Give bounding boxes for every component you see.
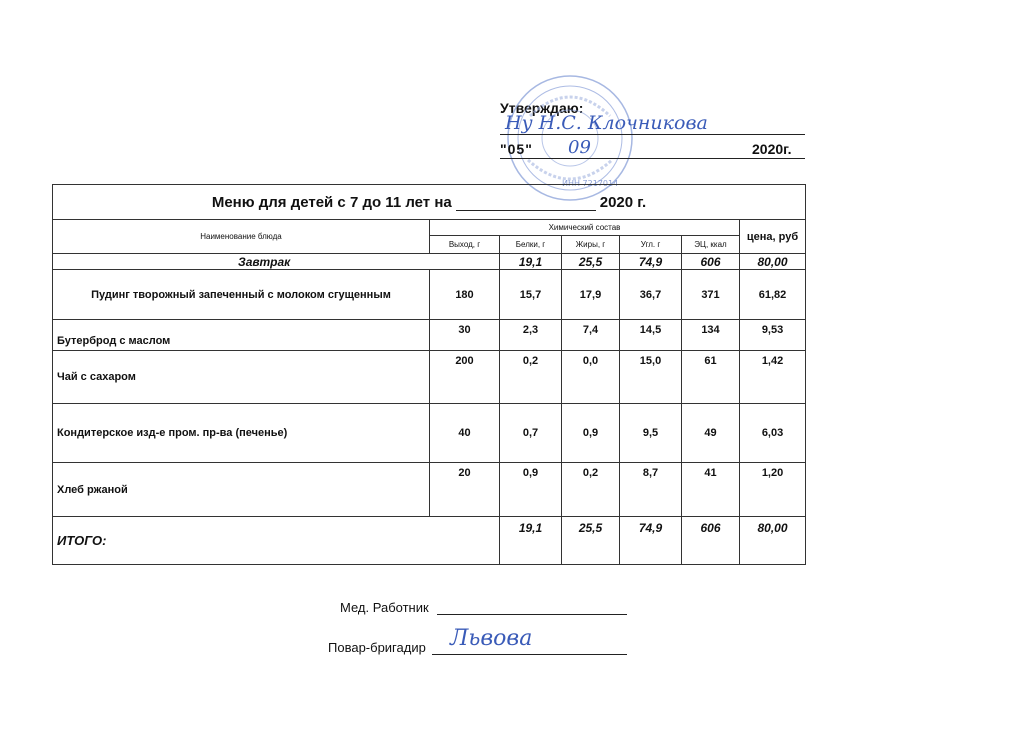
dish-fat: 0,2 [562,463,620,517]
dish-fat: 0,0 [562,351,620,404]
dish-price: 6,03 [740,404,806,463]
title-prefix: Меню для детей с 7 до 11 лет на [211,193,452,211]
dish-energy: 371 [682,270,740,320]
dish-yield: 20 [430,463,500,517]
dish-name: Хлеб ржаной [53,463,430,517]
table-row [53,404,806,463]
total-label: ИТОГО: [53,517,500,565]
total-price: 80,00 [740,517,806,565]
dish-name: Пудинг творожный запеченный с молоком сгущенным [53,270,430,320]
total-fat: 25,5 [562,517,620,565]
approval-signature: Ну Н.С. Клочникова [505,112,708,134]
header-energy: ЭЦ, ккал [682,236,740,254]
dish-fat: 0,9 [562,404,620,463]
dish-protein: 0,7 [500,404,562,463]
table-title [53,185,806,220]
header-chem: Химический состав [430,220,740,236]
header-row-1 [53,220,806,236]
dish-name: Бутерброд с маслом [53,320,430,351]
dish-energy: 134 [682,320,740,351]
title-date-blank [456,196,596,211]
dish-protein: 0,9 [500,463,562,517]
dish-price: 1,20 [740,463,806,517]
dish-yield: 40 [430,404,500,463]
menu-table [52,184,806,565]
section-row [53,254,806,270]
header-protein: Белки, г [500,236,562,254]
total-energy: 606 [682,517,740,565]
dish-yield: 180 [430,270,500,320]
dish-energy: 61 [682,351,740,404]
dish-price: 9,53 [740,320,806,351]
approval-year: 2020г. [752,141,792,157]
table-row [53,463,806,517]
section-price: 80,00 [740,254,806,270]
header-carbs: Угл. г [620,236,682,254]
dish-carbs: 15,0 [620,351,682,404]
dish-yield: 200 [430,351,500,404]
approval-date-line [500,158,805,159]
header-dish: Наименование блюда [53,220,430,254]
dish-name: Кондитерское изд-е пром. пр-ва (печенье) [53,404,430,463]
dish-carbs: 36,7 [620,270,682,320]
section-fat: 25,5 [562,254,620,270]
approval-date-day: "05" [500,141,533,157]
dish-fat: 7,4 [562,320,620,351]
cook-signature-line [432,654,627,655]
section-energy: 606 [682,254,740,270]
approval-signature-line [500,134,805,135]
total-row [53,517,806,565]
cook-label: Повар-бригадир [328,640,426,655]
dish-energy: 41 [682,463,740,517]
dish-energy: 49 [682,404,740,463]
table-row [53,320,806,351]
dish-yield: 30 [430,320,500,351]
dish-protein: 0,2 [500,351,562,404]
table-row [53,351,806,404]
total-protein: 19,1 [500,517,562,565]
section-carbs: 74,9 [620,254,682,270]
dish-price: 61,82 [740,270,806,320]
dish-name: Чай с сахаром [53,351,430,404]
dish-price: 1,42 [740,351,806,404]
approval-label: Утверждаю: [500,100,584,116]
header-fat: Жиры, г [562,236,620,254]
section-name: Завтрак [53,254,500,270]
table-row [53,270,806,320]
dish-carbs: 14,5 [620,320,682,351]
dish-fat: 17,9 [562,270,620,320]
total-carbs: 74,9 [620,517,682,565]
dish-protein: 15,7 [500,270,562,320]
dish-carbs: 9,5 [620,404,682,463]
title-suffix: 2020 г. [599,193,647,211]
header-yield: Выход, г [430,236,500,254]
med-worker-signature-line [437,614,627,615]
stamp-text: ИНН 7217014 [562,179,619,188]
cook-signature: Львова [450,626,533,651]
med-worker-label: Мед. Работник [340,600,429,615]
section-protein: 19,1 [500,254,562,270]
dish-carbs: 8,7 [620,463,682,517]
dish-protein: 2,3 [500,320,562,351]
approval-date-month: 09 [568,137,591,158]
header-price: цена, руб [740,220,806,254]
title-row [53,185,806,220]
